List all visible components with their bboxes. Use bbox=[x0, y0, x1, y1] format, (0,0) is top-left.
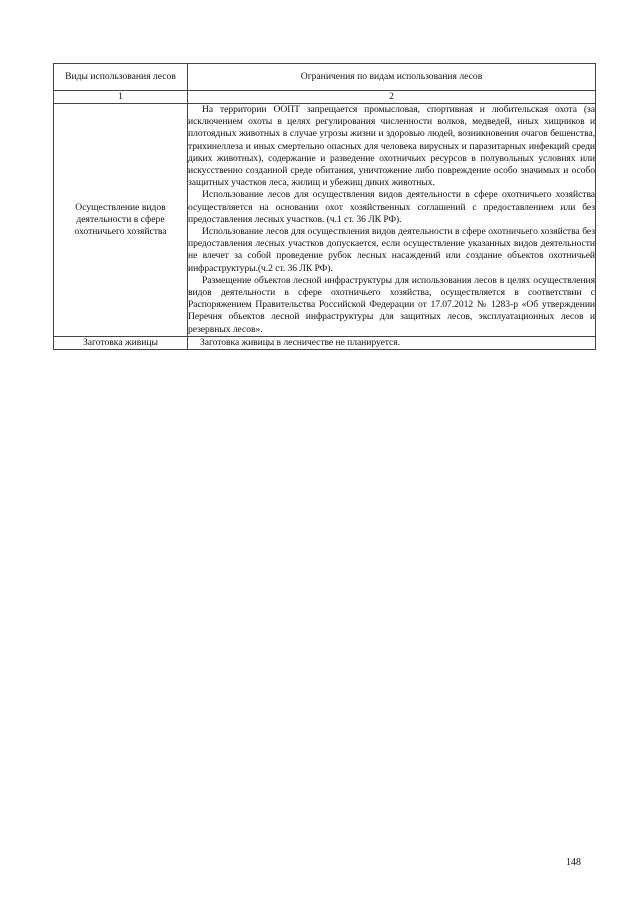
table-header-row bbox=[54, 64, 596, 91]
header-restrictions: Ограничения по видам использования лесов bbox=[188, 64, 596, 91]
page-number: 148 bbox=[566, 857, 581, 868]
column-number-2: 2 bbox=[188, 91, 596, 104]
restrictions-resin bbox=[188, 336, 596, 349]
restriction-paragraph: Заготовка живицы в лесничестве не планируется. bbox=[200, 336, 400, 348]
forest-use-restrictions-table bbox=[53, 63, 596, 350]
table-row bbox=[54, 104, 596, 337]
use-type-hunting: Осуществление видов деятельности в сфере охотничьего хозяйства bbox=[54, 104, 188, 337]
restriction-paragraph: Использование лесов для осуществления видов деятельности в сфере охотничьего хозяйства без предоставления лесных участков допускается, если осуществление указанных видов деятельности не влечет за собой проведение рубок лесных насаждений или создание объектов охотничьей инфраструктуры.(ч.2 ст. 36 ЛК РФ). bbox=[188, 226, 595, 274]
header-forest-use-types: Виды использования лесов bbox=[54, 64, 188, 91]
restriction-paragraph: Размещение объектов лесной инфраструктуры для использования лесов в целях осуществления видов деятельности в сфере охотничьего хозяйства, осуществляется в соответствии с Распоряжением Правительства Российской Федерации от 17.07.2012 № 1283-р «Об утверждении Перечня объектов лесной инфраструктуры для защитных лесов, эксплуатационных лесов и резервных лесов». bbox=[188, 274, 595, 335]
table-row bbox=[54, 336, 596, 349]
restriction-paragraph: На территории ООПТ запрещается промысловая, спортивная и любительская охота (за исключением охоты в целях регулирования численности волков, медведей, иных хищников и плотоядных животных в случае угрозы жизни и здоровью людей, возникновения очагов бешенства, трихинеллеза и иных смертельно опасных для человека вирусных и паразитарных инфекций среди диких животных), содержание и разведение охотничьих ресурсов в полувольных условиях или искусственно созданной среде обитания, уничтожение либо повреждение особо значимых и особо защитных участков леса, жилищ и убежищ диких животных. bbox=[188, 104, 595, 189]
use-type-resin: Заготовка живицы bbox=[54, 336, 188, 349]
column-number-row bbox=[54, 91, 596, 104]
restrictions-hunting bbox=[188, 104, 596, 337]
column-number-1: 1 bbox=[54, 91, 188, 104]
restriction-paragraph: Использование лесов для осуществления видов деятельности в сфере охотничьего хозяйства осуществляется на основании охот хозяйственных соглашений с предоставлением или без предоставления лесных участков. (ч.1 ст. 36 ЛК РФ). bbox=[188, 189, 595, 225]
